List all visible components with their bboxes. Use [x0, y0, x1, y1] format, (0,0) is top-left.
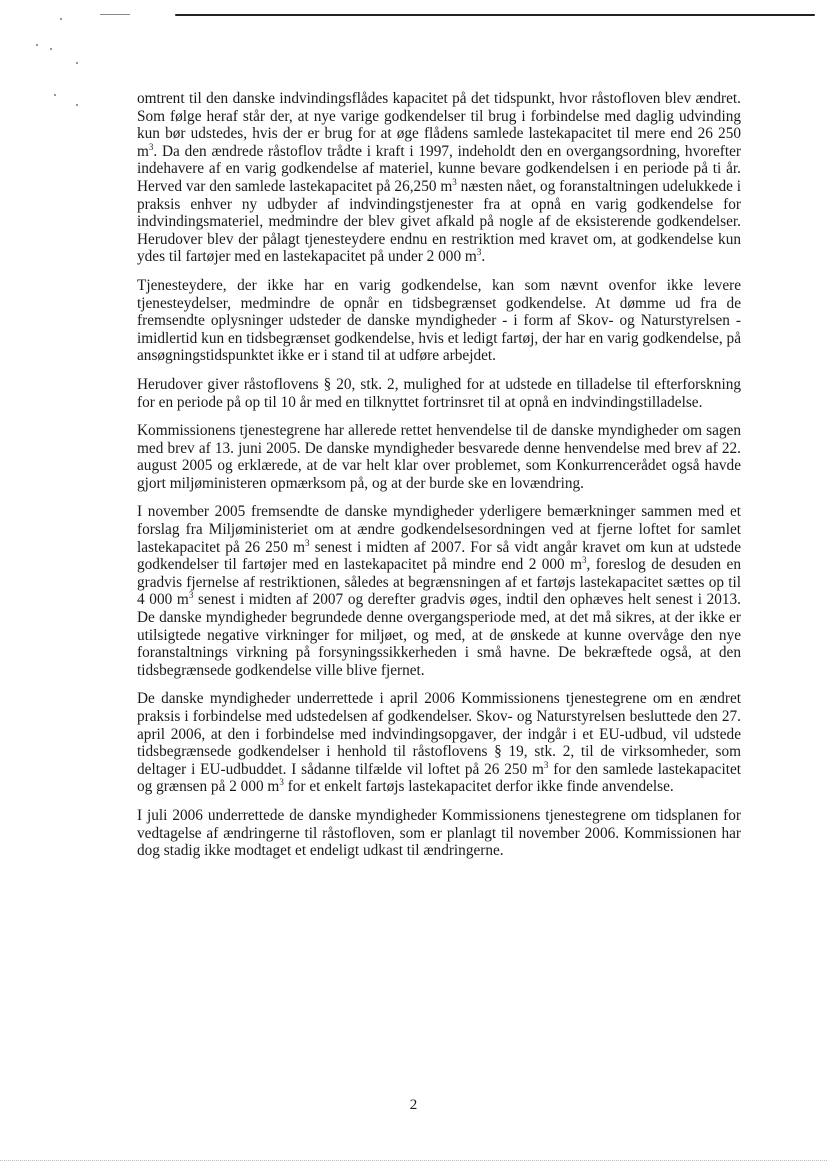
text-run: . Da den ændrede råstoflov trådte i kraft i 1997, indeholdt den en overgangsordning, hvorefter indehavere af en varig godkendelse af materiel, kunne bevare godkendelsen i en periode på ti år. Herved var den samlede lastekapacitet på 26,250 m: [137, 142, 741, 195]
scan-speck: [50, 48, 52, 50]
superscript: 3: [305, 537, 310, 548]
superscript: 3: [188, 590, 194, 601]
superscript: 3: [476, 247, 482, 258]
page-number: 2: [409, 1097, 418, 1113]
paragraph-2: [137, 277, 741, 365]
paragraph-3: [137, 376, 741, 411]
text-run: Tjenesteydere, der ikke har en varig godkendelse, kan som nævnt ovenfor ikke levere tjenesteydelser, medmindre de opnår en tidsbegrænset godkendelse. At dømme ud fra de fremsendte oplysninger udsteder de danske myndigheder - i form af Skov- og Naturstyrelsen - imidlertid kun en tidsbegrænset godkendelse, hvis et ledigt fartøj, der har en varig godkendelse, på ansøgningstidspunktet ikke er i stand til at udføre arbejdet.: [137, 276, 741, 365]
paragraph-7: [137, 807, 741, 860]
text-run: omtrent til den danske indvindingsflådes kapacitet på det tidspunkt, hvor råstofloven blev ændret. Som følge heraf står der, at nye varige godkendelser til brug i forbindelse med daglig udvinding kun bør udstedes, hvis der er brug for at øge flådens samlede lastekapacitet til mere end 26 250 m: [137, 90, 741, 160]
superscript: 3: [279, 777, 284, 788]
text-run: Herudover giver råstoflovens § 20, stk. 2, mulighed for at udstede en tilladelse til efterforskning for en periode på op til 10 år med en tilknyttet fortrinsret til at opnå en indvindingstilladelse.: [137, 375, 741, 411]
text-run: I juli 2006 underrettede de danske myndigheder Kommissionens tjenestegrene om tidsplanen for vedtagelse af ændringerne til råstofloven, som er planlagt til november 2006. Kommissionen har dog stadig ikke modtaget et endeligt udkast til ændringerne.: [137, 806, 741, 860]
paragraph-1: [137, 90, 741, 266]
scan-speck: [36, 44, 38, 46]
scan-speck: [54, 94, 56, 96]
scan-speck: [76, 104, 78, 106]
text-run: , foreslog de desuden en gradvis fjernelse af restriktionen, således at begrænsningen af et fartøjs lastekapacitet sættes op til 4 000 m: [137, 556, 741, 609]
document-body: [137, 90, 741, 871]
scan-speck: [60, 18, 62, 20]
paragraph-4: [137, 422, 741, 492]
superscript: 3: [148, 141, 154, 152]
superscript: 3: [543, 759, 549, 770]
scan-top-mark: [100, 14, 130, 15]
text-run: næsten nået, og foranstaltningen udelukkede i praksis enhver ny udbyder af indvindingstjenester fra at opnå en varig godkendelse for indvindingsmateriel, medmindre der blev givet afkald på nogle af de eksisterende godkendelser. Herudover blev der pålagt tjenesteydere endnu en restriktion med kravet om, at godkendelse kun ydes til fartøjer med en lastekapacitet på under 2 000 m: [137, 177, 741, 266]
text-run: senest i midten af 2007 og derefter gradvis øges, indtil den ophæves helt senest i 2013. De danske myndigheder begrundede denne overgangsperiode med, at det må sikres, at der ikke er utilsigtede negative virkninger for miljøet, og med, at de ønskede at kunne overvåge den nye foranstaltnings virkning på forsyningssikkerheden i små havne. De bekræftede også, at den tidsbegrænsede godkendelse ville blive fjernet.: [137, 591, 742, 679]
scan-top-rule: [175, 14, 815, 16]
paragraph-5: [137, 503, 741, 679]
scan-speck: [76, 62, 78, 64]
text-run: I november 2005 fremsendte de danske myndigheder yderligere bemærkninger sammen med et forslag fra Miljøministeriet om at ændre godkendelsesordningen ved at fjerne loftet for samlet lastekapacitet på 26 250 m: [137, 503, 741, 556]
text-run: for den samlede lastekapacitet og grænsen på 2 000 m: [137, 760, 741, 796]
text-run: .: [481, 248, 486, 266]
superscript: 3: [452, 176, 457, 187]
superscript: 3: [581, 555, 587, 566]
text-run: De danske myndigheder underrettede i april 2006 Kommissionens tjenestegrene om en ændret praksis i forbindelse med udstedelsen af godkendelser. Skov- og Naturstyrelsen besluttede den 27. april 2006, at den i forbindelse med indvindingsopgaver, der indgår i et EU-udbud, vil udstede tidsbegrænsede godkendelser i henhold til råstoflovens § 19, stk. 2, til de virksomheder, som deltager i EU-udbuddet. I sådanne tilfælde vil loftet på 26 250 m: [137, 690, 741, 778]
text-run: senest i midten af 2007. For så vidt angår kravet om kun at udstede godkendelser til fartøjer med en lastekapacitet på mindre end 2 000 m: [137, 538, 741, 574]
scan-bottom-edge: [0, 1160, 827, 1161]
text-run: Kommissionens tjenestegrene har allerede rettet henvendelse til de danske myndigheder om sagen med brev af 13. juni 2005. De danske myndigheder besvarede denne henvendelse med brev af 22. august 2005 og erklærede, at de var helt klar over problemet, som Konkurrencerådet også havde gjort miljøministeren opmærksom på, og at der burde ske en lovændring.: [137, 422, 741, 492]
text-run: for et enkelt fartøjs lastekapacitet derfor ikke finde anvendelse.: [283, 778, 674, 796]
paragraph-6: [137, 690, 741, 796]
